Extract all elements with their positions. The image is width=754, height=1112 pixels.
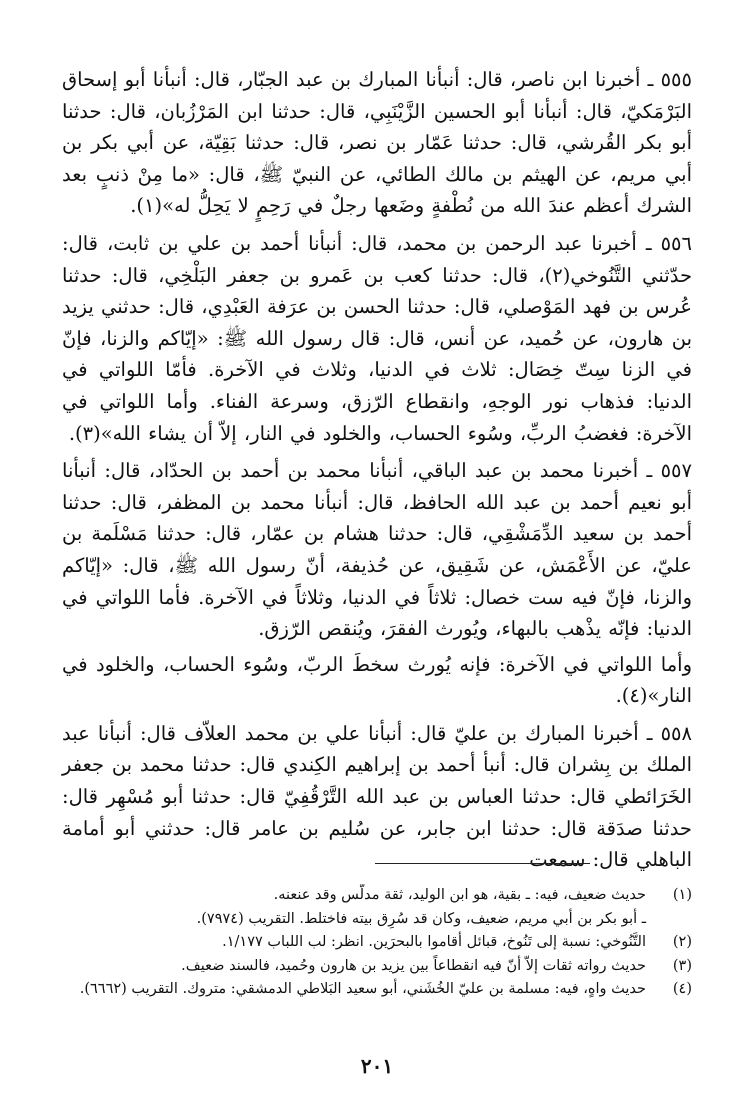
footnote-number: (٢): [672, 934, 692, 950]
footnote-separator: [375, 863, 590, 864]
footnote: [62, 955, 692, 979]
footnote-text: حديث ضعيف، فيه: ـ بقية، هو ابن الوليد، ثقة مدلّس وقد عنعنه.: [273, 887, 646, 903]
footnote-number: (٣): [672, 957, 692, 974]
footnote-text: التَّنُوخي: نسبة إلى تَنُوخ، قبائل أقاموا بالبحرَين. انظر: لب اللباب ١/١٧٧.: [222, 934, 646, 950]
footnote: [62, 908, 692, 932]
footnote-number: (٤): [672, 981, 692, 997]
hadith-paragraph-557-continued: وأما اللواتي في الآخرة: فإنه يُورث سخطَ الربّ، وسُوء الحساب، والخلود في النار»(٤).: [62, 652, 692, 708]
hadith-paragraph-556: ٥٥٦ ـ أخبرنا عبد الرحمن بن محمد، قال: أنبأنا أحمد بن علي بن ثابت، قال: حدّثني التَّنُوخي(٢)، قال: حدثنا كعب بن عَمرو بن جعفر البَلْخِي، قال: حدثنا عُرس بن فهد المَوْصلي، قال: حدثنا الحسن بن عرَفة العَبْدِي، قال: حدثني يزيد بن هارون، عن حُميد، عن أنس، قال: قال رسول الله ﷺ: «إيّاكم والزنا، فإنّ في الزنا سِتّ خِصَال: ثلاث في الدنيا، وثلاث في الآخرة. فأمّا اللواتي في الدنيا: فذهاب نور الوجهِ، وانقطاع الرّزق، وسرعة الفناء. وأما اللواتي في الآخرة: فغضبُ الربِّ، وسُوء الحساب، والخلود في النار، إلاّ أن يشاء الله»(٣).: [62, 231, 693, 445]
footnote-number: [646, 908, 692, 932]
footnotes: [62, 884, 692, 1002]
footnote-number: (١): [672, 887, 692, 903]
hadith-paragraph-557: ٥٥٧ ـ أخبرنا محمد بن عبد الباقي، أنبأنا محمد بن أحمد بن الحدّاد، قال: أنبأنا أبو نعيم أحمد بن عبد الله الحافظ، قال: أنبأنا محمد بن المظفر، قال: حدثنا أحمد بن سعيد الدِّمَشْقِي، قال: حدثنا هشام بن عمّار، قال: حدثنا مَسْلَمة بن عليّ، عن الأَعْمَش، عن شَقِيق، عن حُذيفة، أنّ رسول الله ﷺ، قال: «إيّاكم والزنا، فإنّ فيه ست خصال: ثلاثاً في الدنيا، وثلاثاً في الآخرة. فأما اللواتي في الدنيا: فإنّه يذْهب بالبهاء، ويُورث الفقرَ، ويُنقص الرّزق.: [62, 459, 692, 641]
footnote-text: حديث رواته ثقات إلاّ أنّ فيه انقطاعاً بين يزيد بن هارون وحُميد، فالسند ضعيف.: [181, 957, 646, 974]
footnote-text: حديث واهٍ، فيه: مسلمة بن عليّ الخُشَني، أبو سعيد البَلاطي الدمشقي: متروك. التقريب (٦٦٦٢).: [79, 981, 646, 997]
hadith-paragraph-555: ٥٥٥ ـ أخبرنا ابن ناصر، قال: أنبأنا المبارك بن عبد الجبّار، قال: أنبأنا أبو إسحاق البَرْمَكيّ، قال: أنبأنا أبو الحسين الزَّيْنَبِي، قال: حدثنا ابن المَرْزُبان، قال: حدثنا أبو بكر القُرشي، قال: حدثنا عَمّار بن نصر، قال: حدثنا بَقِيّة، عن أبي بكر بن أبي مريم، عن الهيثم بن مالك الطائي، عن النبيّ ﷺ، قال: «ما مِنْ ذنبٍ بعد الشرك أعظم عندَ الله من نُطْفةٍ وضَعها رجلٌ في رَحِمٍ لا يَحِلُّ له»(١).: [62, 68, 692, 218]
page-number: ٢٠١: [360, 1054, 394, 1078]
footnote: [62, 931, 692, 955]
hadith-paragraph-558: ٥٥٨ ـ أخبرنا المبارك بن عليّ قال: أنبأنا علي بن محمد العلاّف قال: أنبأنا عبد الملك بن بِشران قال: أنبأ أحمد بن إبراهيم الكِندي قال: حدثنا محمد بن جعفر الخَرَائطي قال: حدثنا العباس بن عبد الله التَّرْقُفِيّ قال: حدثنا أبو مُسْهِر قال: حدثنا صدَقة قال: حدثنا ابن جابر، عن سُليم بن عامر قال: حدثني أبو أمامة الباهلي قال: سمعت: [62, 721, 692, 872]
footnote-text: ـ أبو بكر بن أبي مريم، ضعيف، وكان قد سُرِق بيته فاختلط. التقريب (٧٩٧٤).: [196, 910, 646, 927]
footnote: [62, 884, 692, 908]
footnote: [62, 978, 692, 1002]
